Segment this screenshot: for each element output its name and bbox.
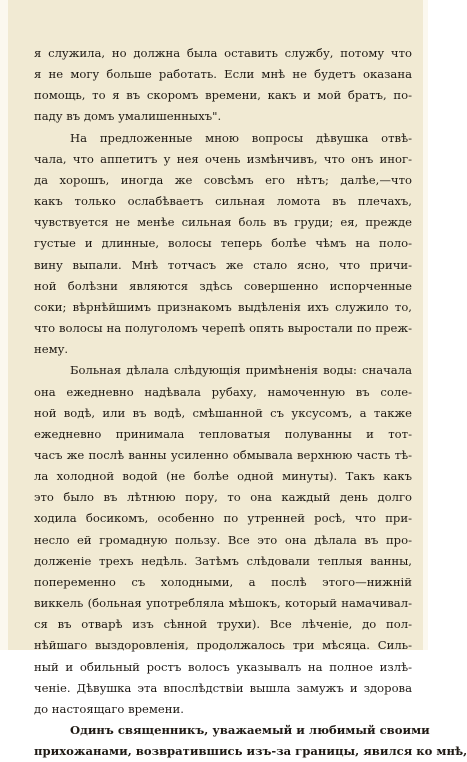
text-line: ежедневно принимала тепловатыя полуванны и тот- <box>34 426 412 441</box>
text-line: ла холодной водой (не болѣе одной минуты). Такъ какъ <box>34 469 412 484</box>
text-line: На предложенные мною вопросы дѣвушка отвѣ- <box>70 130 412 145</box>
text-line: что волосы на полуголомъ черепѣ опять выростали по преж- <box>34 321 412 336</box>
text-line: Больная дѣлала слѣдующія примѣненія воды: сначала <box>70 363 412 378</box>
paragraph-3 <box>34 360 412 720</box>
text-line: я служила, но должна была оставить службу, потому что <box>34 46 412 60</box>
paragraph-1 <box>34 43 412 128</box>
text-line: чувствуется не менѣе сильная боль въ груди; ея, прежде <box>34 215 412 230</box>
text-line: это было въ лѣтнюю пору, то она каждый день долго <box>34 490 412 505</box>
text-line: до настоящаго времени. <box>34 701 184 716</box>
text-line: соки; вѣрнѣйшимъ признакомъ выдѣленія ихъ служило то, <box>34 299 412 314</box>
text-line: ный и обильный ростъ волосъ указывалъ на полное излѣ- <box>34 659 412 674</box>
text-line: паду въ домъ умалишенныхъ". <box>34 109 222 124</box>
text-line: ной болѣзни являются здѣсь совершенно испорченные <box>34 278 412 293</box>
text-line: прихожанами, возвратившись изъ-за границы, явился ко мнѣ, <box>34 744 467 759</box>
text-line: несло ей громадную пользу. Все это она дѣлала въ про- <box>34 532 412 547</box>
text-line: густые и длинные, волосы теперь болѣе чѣмъ на поло- <box>34 236 412 251</box>
text-line: попеременно съ холодными, а послѣ этого—нижній <box>34 574 412 589</box>
body-text <box>34 43 467 762</box>
text-line: помощь, то я въ скоромъ времени, какъ и мой братъ, по- <box>34 88 412 103</box>
text-line: нему. <box>34 342 69 357</box>
text-line: ной водѣ, или въ водѣ, смѣшанной съ уксусомъ, а также <box>34 405 412 420</box>
text-line: чала, что аппетитъ у нея очень измѣнчивъ, что онъ иног- <box>34 151 412 166</box>
text-line: какъ только ослабѣваетъ сильная ломота въ плечахъ, <box>34 194 412 209</box>
paragraph-4 <box>34 720 467 762</box>
text-line: долженіе трехъ недѣль. Затѣмъ слѣдовали теплыя ванны, <box>34 553 412 568</box>
text-line: ченіе. Дѣвушка эта впослѣдствіи вышла замужъ и здорова <box>34 680 412 695</box>
text-line: ся въ отварѣ изъ сѣнной трухи). Все лѣченіе, до пол- <box>34 617 412 632</box>
text-line: да хорошъ, иногда же совсѣмъ его нѣтъ; далѣе,—что <box>34 172 412 187</box>
paragraph-2 <box>34 128 412 361</box>
text-line: виккель (больная употребляла мѣшокъ, который намачивал- <box>34 596 412 611</box>
text-line: часъ же послѣ ванны усиленно обмывала верхнюю часть тѣ- <box>34 447 412 462</box>
text-line: Одинъ священникъ, уважаемый и любимый своими <box>70 723 430 737</box>
text-line: ходила босикомъ, особенно по утренней росѣ, что при- <box>34 511 412 526</box>
text-line: она ежедневно надѣвала рубаху, намоченную въ соле- <box>34 384 412 399</box>
text-line: вину выпали. Мнѣ тотчасъ же стало ясно, что причи- <box>34 257 412 272</box>
text-line: я не могу больше работать. Если мнѣ не будетъ оказана <box>34 67 412 82</box>
text-line: нѣйшаго выздоровленія, продолжалось три мѣсяца. Силь- <box>34 638 412 653</box>
